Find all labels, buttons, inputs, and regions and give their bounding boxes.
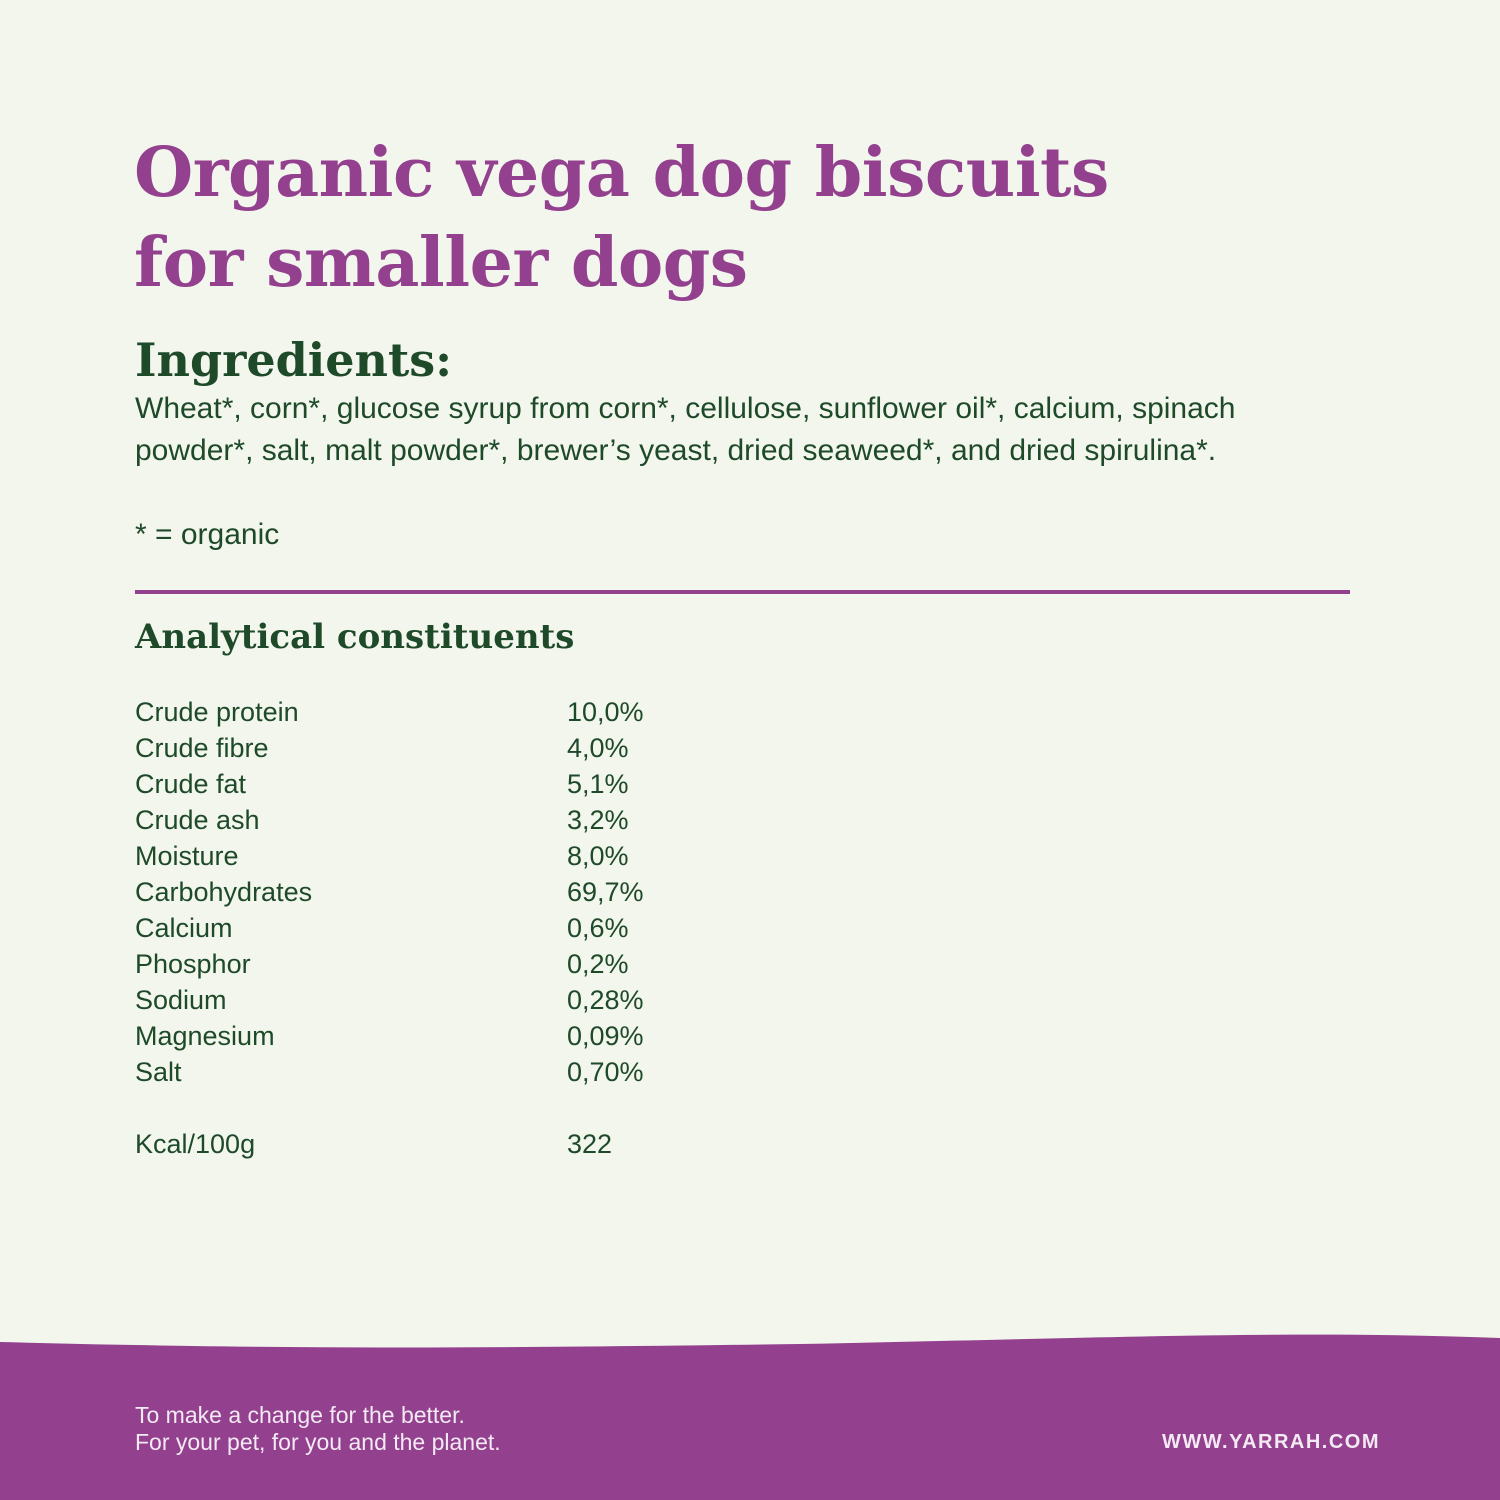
constituent-value: 69,7% bbox=[567, 877, 644, 907]
constituent-row bbox=[135, 874, 835, 910]
constituent-row bbox=[135, 1054, 835, 1090]
constituent-label: Carbohydrates bbox=[135, 877, 313, 907]
footer-tagline bbox=[135, 1402, 501, 1456]
constituent-label: Calcium bbox=[135, 913, 233, 943]
analytical-constituents-heading: Analytical constituents bbox=[135, 617, 575, 657]
constituent-label: Sodium bbox=[135, 985, 227, 1015]
constituent-value: 3,2% bbox=[567, 805, 629, 835]
website-link[interactable]: WWW.YARRAH.COM bbox=[1162, 1431, 1381, 1453]
constituent-row bbox=[135, 694, 835, 730]
constituent-label: Salt bbox=[135, 1057, 182, 1087]
section-divider bbox=[135, 590, 1350, 594]
constituent-value: 0,70% bbox=[567, 1057, 644, 1087]
constituent-row bbox=[135, 910, 835, 946]
analytical-constituents-table bbox=[135, 694, 835, 1090]
energy-row bbox=[135, 1126, 767, 1162]
constituent-value: 0,6% bbox=[567, 913, 629, 943]
ingredients-list: Wheat*, corn*, glucose syrup from corn*, cellulose, sunflower oil*, calcium, spinach powder*, salt, malt powder*, brewer’s yeast, dried seaweed*, and dried spirulina*. bbox=[135, 392, 1236, 467]
constituent-label: Crude ash bbox=[135, 805, 260, 835]
energy-label: Kcal/100g bbox=[135, 1129, 256, 1159]
constituent-row bbox=[135, 730, 835, 766]
constituent-label: Crude fat bbox=[135, 769, 247, 799]
page-title bbox=[134, 128, 1234, 308]
constituent-row bbox=[135, 1018, 835, 1054]
constituent-value: 8,0% bbox=[567, 841, 629, 871]
title-line-2: for smaller dogs bbox=[134, 223, 748, 303]
constituent-label: Phosphor bbox=[135, 949, 251, 979]
constituent-value: 4,0% bbox=[567, 733, 629, 763]
constituent-value: 10,0% bbox=[567, 697, 644, 727]
constituent-value: 5,1% bbox=[567, 769, 629, 799]
constituent-label: Magnesium bbox=[135, 1021, 275, 1051]
constituent-row bbox=[135, 982, 835, 1018]
constituent-value: 0,28% bbox=[567, 985, 644, 1015]
constituent-value: 0,09% bbox=[567, 1021, 644, 1051]
constituent-row bbox=[135, 802, 835, 838]
tagline-line-1: To make a change for the better. bbox=[135, 1402, 465, 1428]
ingredients-heading: Ingredients: bbox=[135, 333, 453, 387]
energy-value: 322 bbox=[567, 1129, 613, 1159]
constituent-row bbox=[135, 838, 835, 874]
constituent-row bbox=[135, 946, 835, 982]
constituent-value: 0,2% bbox=[567, 949, 629, 979]
title-line-1: Organic vega dog biscuits bbox=[134, 133, 1109, 213]
constituent-row bbox=[135, 766, 835, 802]
organic-footnote: * = organic bbox=[135, 518, 280, 551]
constituent-label: Crude fibre bbox=[135, 733, 269, 763]
tagline-line-2: For your pet, for you and the planet. bbox=[135, 1429, 501, 1455]
constituent-label: Crude protein bbox=[135, 697, 299, 727]
constituent-label: Moisture bbox=[135, 841, 239, 871]
